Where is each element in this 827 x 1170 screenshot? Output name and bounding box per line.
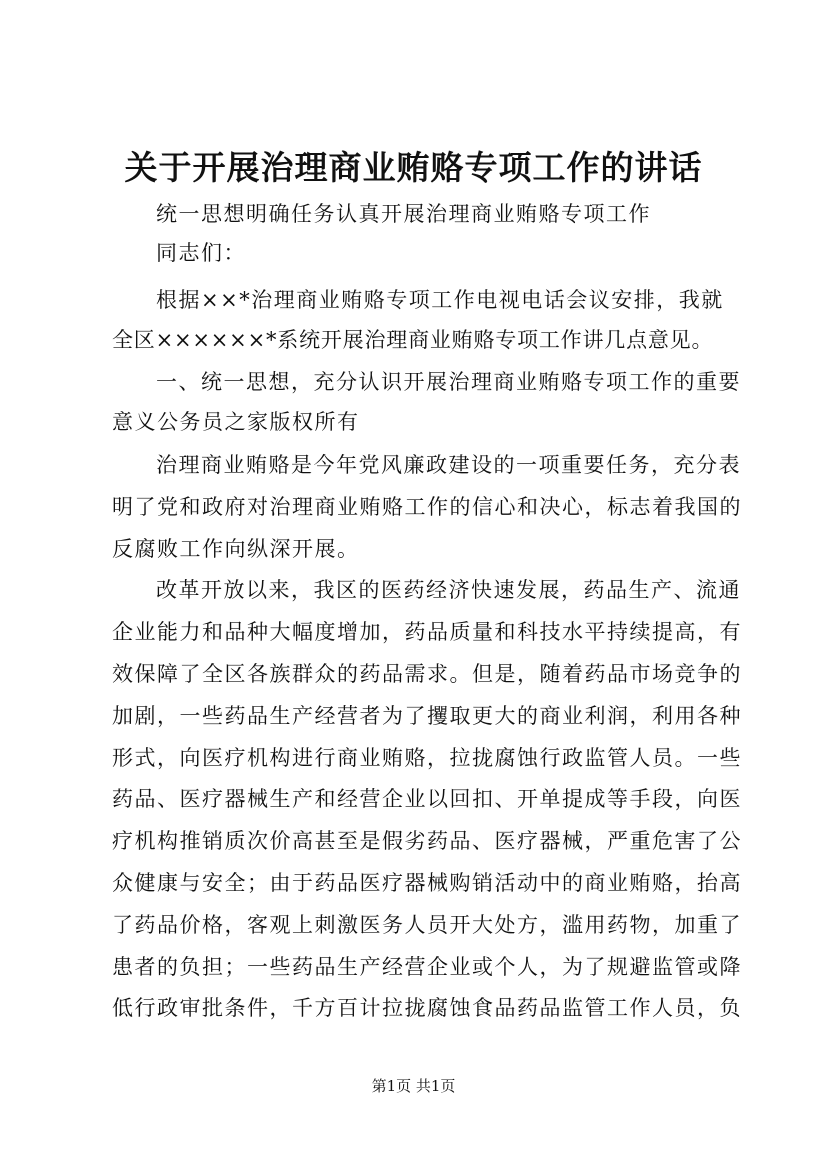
body-line: 低行政审批条件，千方百计拉拢腐蚀食品药品监管工作人员，负 <box>112 996 742 1020</box>
body-line: 疗机构推销质次价高甚至是假劣药品、医疗器械，严重危害了公 <box>112 829 742 853</box>
body-line: 改革开放以来，我区的医药经济快速发展，药品生产、流通 <box>156 578 741 602</box>
body-line: 效保障了全区各族群众的药品需求。但是，随着药品市场竞争的 <box>112 662 742 686</box>
body-line: 患者的负担；一些药品生产经营企业或个人，为了规避监管或降 <box>112 955 742 979</box>
body-line: 众健康与安全；由于药品医疗器械购销活动中的商业贿赂，抬高 <box>112 871 742 895</box>
page-footer: 第1页 共1页 <box>371 1077 456 1095</box>
body-line: 企业能力和品种大幅度增加，药品质量和科技水平持续提高，有 <box>112 620 742 644</box>
body-line: 反腐败工作向纵深开展。 <box>112 537 360 561</box>
body-line: 全区××××××*系统开展治理商业贿赂专项工作讲几点意见。 <box>112 328 714 352</box>
subtitle-line: 统一思想明确任务认真开展治理商业贿赂专项工作 <box>156 202 651 226</box>
body-line: 药品、医疗器械生产和经营企业以回扣、开单提成等手段，向医 <box>112 787 742 811</box>
body-line: 根据××*治理商业贿赂专项工作电视电话会议安排，我就 <box>156 288 724 312</box>
document-title: 关于开展治理商业贿赂专项工作的讲话 <box>124 148 703 187</box>
body-line: 形式，向医疗机构进行商业贿赂，拉拢腐蚀行政监管人员。一些 <box>112 746 742 770</box>
body-line: 治理商业贿赂是今年党风廉政建设的一项重要任务，充分表 <box>156 453 741 477</box>
salutation-line: 同志们： <box>156 241 246 265</box>
section-heading-line: 一、统一思想，充分认识开展治理商业贿赂专项工作的重要 <box>156 370 741 394</box>
section-heading-line: 意义公务员之家版权所有 <box>112 410 360 434</box>
body-line: 加剧，一些药品生产经营者为了攫取更大的商业利润，利用各种 <box>112 704 742 728</box>
body-line: 明了党和政府对治理商业贿赂工作的信心和决心，标志着我国的 <box>112 495 742 519</box>
body-line: 了药品价格，客观上刺激医务人员开大处方，滥用药物，加重了 <box>112 913 742 937</box>
